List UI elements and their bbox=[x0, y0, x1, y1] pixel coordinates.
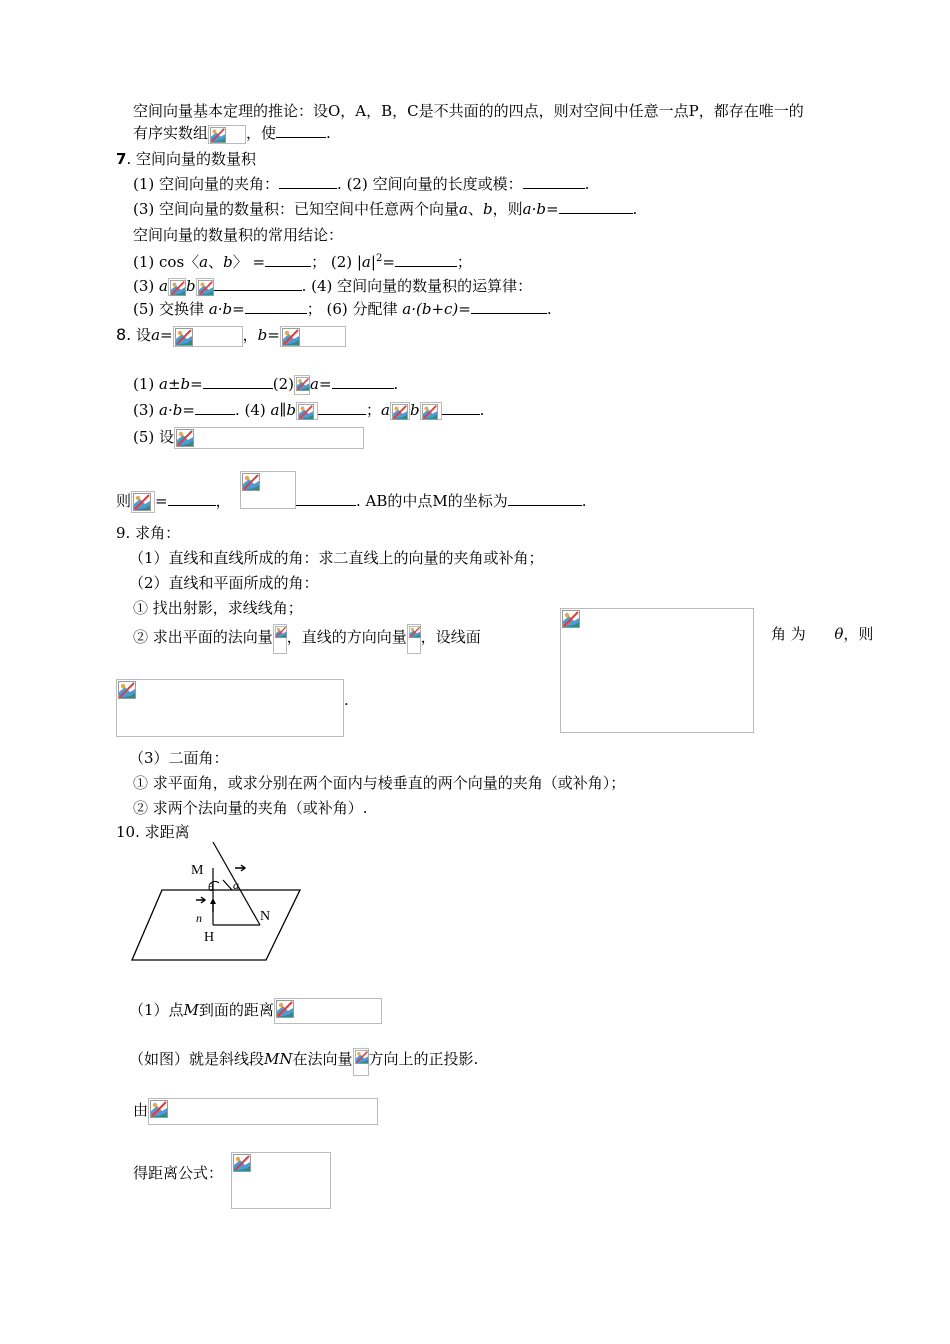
distance-figure bbox=[128, 840, 308, 965]
s7-line-3: 空间向量的数量积的常用结论： bbox=[133, 226, 344, 244]
broken-image-icon bbox=[196, 278, 214, 296]
s7-line-4: (1) cos〈a、b〉 = ； (2) $|a|^2=$ ； bbox=[133, 253, 472, 271]
label-N: N bbox=[260, 909, 271, 924]
s9-line-4: ② 求出平面的法向量 ，直线的方向向量 ，设线面 bbox=[133, 624, 481, 654]
broken-image-icon bbox=[116, 679, 344, 737]
broken-image-icon bbox=[390, 402, 410, 420]
s7-line-6: (5) 交换律 a·b= ； (6) 分配律 a·(b+c)= . bbox=[133, 300, 552, 318]
broken-image-icon bbox=[353, 1048, 369, 1076]
s10-line-4: 得距离公式： bbox=[133, 1164, 224, 1182]
label-a: a bbox=[233, 878, 239, 892]
broken-image-icon bbox=[294, 375, 310, 395]
broken-image-icon bbox=[208, 125, 246, 144]
broken-image-icon bbox=[174, 427, 364, 449]
broken-image-icon bbox=[231, 1152, 331, 1209]
s8-line-3: (5) 设 bbox=[133, 427, 364, 449]
broken-image-icon bbox=[274, 998, 382, 1024]
direction-arrow bbox=[223, 880, 232, 890]
blank bbox=[276, 123, 326, 138]
broken-image-icon bbox=[273, 624, 287, 654]
section-7-title: 7. 空间向量的数量积 bbox=[116, 150, 256, 168]
s10-line-1: （1）点M到面的距离 bbox=[129, 998, 382, 1024]
s7-line-2: (3) 空间向量的数量积：已知空间中任意两个向量a、b，则a·b= . bbox=[133, 200, 638, 218]
normal-arrowhead bbox=[210, 898, 216, 904]
s9-line-3: ① 找出射影，求线线角； bbox=[133, 599, 303, 617]
broken-image-icon bbox=[407, 624, 421, 654]
broken-image-icon bbox=[168, 278, 186, 296]
label-n: n bbox=[196, 911, 202, 925]
broken-image-icon bbox=[131, 491, 155, 513]
label-theta: θ bbox=[208, 880, 214, 894]
intro-line-1: 空间向量基本定理的推论：设O，A，B，C是不共面的的四点，则对空间中任意一点P，都存在唯一的 bbox=[133, 102, 804, 120]
s9-line-5: . bbox=[344, 691, 349, 709]
s8-line-0: 8. 设a= ，b= bbox=[116, 325, 346, 347]
s9-line-8: ② 求两个法向量的夹角（或补角）. bbox=[133, 799, 368, 817]
s10-line-2: （如图）就是斜线段MN在法向量 方向上的正投影. bbox=[129, 1048, 478, 1076]
broken-image-icon bbox=[173, 326, 243, 347]
s9-line-7: ① 求平面角，或求分别在两个面内与棱垂直的两个向量的夹角（或补角）； bbox=[133, 774, 626, 792]
vector-a-arrow bbox=[235, 865, 245, 871]
s9-line-1: （1）直线和直线所成的角：求二直线上的向量的夹角或补角； bbox=[129, 549, 544, 567]
section-9-title: 9. 求角： bbox=[116, 524, 181, 542]
section-10-title: 10. 求距离 bbox=[116, 823, 190, 841]
s9-line-4-right: 角 为 θ，则 bbox=[771, 625, 874, 643]
broken-image-icon bbox=[240, 471, 296, 509]
broken-image-icon bbox=[280, 326, 346, 347]
broken-image-icon bbox=[148, 1098, 378, 1125]
broken-image-icon bbox=[296, 402, 318, 420]
s8-line-1: (1) a±b= (2) a= . bbox=[133, 375, 399, 393]
broken-image-icon bbox=[560, 608, 754, 733]
s10-line-3: 由 bbox=[133, 1098, 378, 1125]
s9-line-6: （3）二面角： bbox=[129, 749, 229, 767]
s8-line-4b: . AB的中点M的坐标为 . bbox=[296, 491, 587, 511]
vector-n-arrow bbox=[196, 897, 205, 903]
s7-line-5: (3) a b . (4) 空间向量的数量积的运算律： bbox=[133, 277, 533, 295]
s8-line-4: 则 = ， bbox=[116, 491, 231, 513]
label-H: H bbox=[204, 930, 215, 945]
s7-line-1: (1) 空间向量的夹角： . (2) 空间向量的长度或模： . bbox=[133, 175, 590, 193]
label-M: M bbox=[191, 863, 204, 878]
intro-line-2: 有序实数组 ，使 . bbox=[133, 124, 331, 142]
s8-line-2: (3) a·b= . (4) a∥b ；a b . bbox=[133, 401, 485, 419]
broken-image-icon bbox=[420, 402, 442, 420]
s9-line-2: （2）直线和平面所成的角： bbox=[129, 574, 319, 592]
